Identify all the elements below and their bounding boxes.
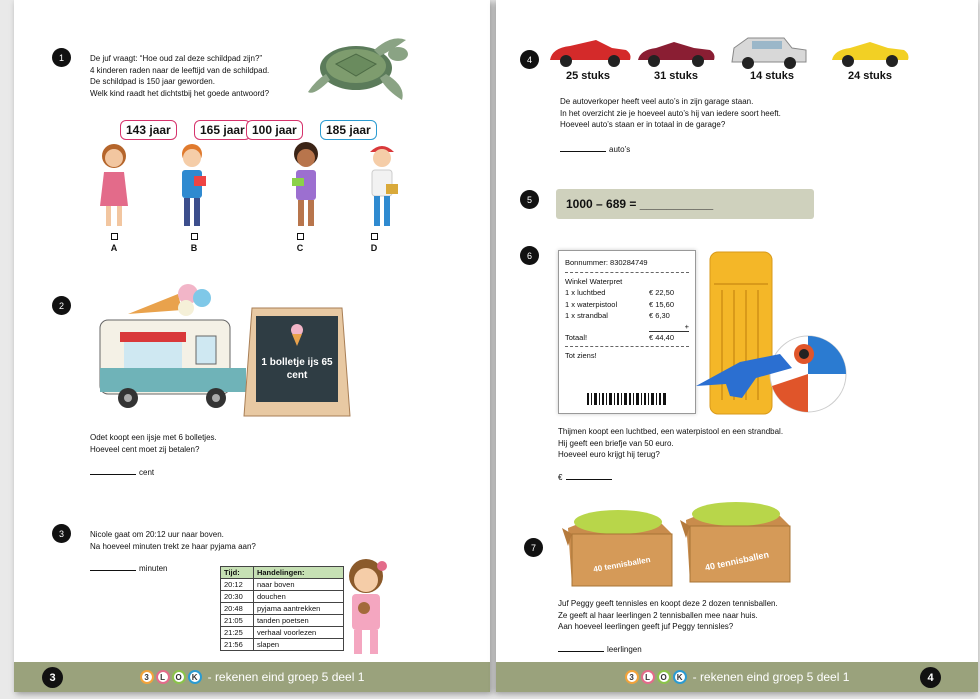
option-label: B (190, 243, 198, 253)
receipt-item-price: € 15,60 (649, 299, 675, 309)
table-cell: verhaal voorlezen (253, 627, 343, 639)
logo-letter: O (657, 670, 671, 684)
receipt-total-value: € 44,40 (649, 332, 675, 342)
answer-prefix: € (558, 473, 563, 482)
logo-letter: L (156, 670, 170, 684)
guess-bubble-c: 100 jaar (246, 120, 303, 140)
left-page (14, 0, 490, 692)
option-d[interactable] (366, 233, 382, 253)
text-line: 4 kinderen raden naar de leeftijd van de schildpad. (90, 65, 270, 75)
table-header-row (221, 567, 344, 579)
receipt-item-name: 1 x waterpistool (565, 299, 618, 309)
text-line: Nicole gaat om 20:12 uur naar boven. (90, 530, 224, 539)
answer-blank[interactable] (560, 144, 606, 152)
option-c[interactable] (292, 233, 308, 253)
answer-unit: auto’s (609, 145, 631, 154)
question-4-text (560, 96, 880, 131)
table-header: Tijd: (221, 567, 254, 579)
table-row (221, 615, 344, 627)
guess-bubble-d: 185 jaar (320, 120, 377, 140)
table-row (221, 591, 344, 603)
table-cell: 21:05 (221, 615, 254, 627)
option-label: A (110, 243, 118, 253)
text-line: Aan hoeveel leerlingen geeft juf Peggy tennisles? (558, 622, 734, 631)
page-number: 3 (42, 667, 63, 688)
checkbox-icon[interactable] (371, 233, 378, 240)
answer-line-3[interactable] (90, 563, 167, 575)
table-header: Handelingen: (253, 567, 343, 579)
table-cell: naar boven (253, 579, 343, 591)
table-cell: douchen (253, 591, 343, 603)
answer-unit: cent (139, 468, 155, 477)
car-count: 14 stuks (749, 70, 795, 82)
text-line: Hoeveel euro krijgt hij terug? (558, 450, 660, 459)
receipt-shop: Winkel Waterpret (565, 276, 623, 286)
answer-line-2[interactable] (90, 467, 154, 479)
footer-title: - rekenen eind groep 5 deel 1 (692, 670, 850, 684)
receipt-item-name: 1 x strandbal (565, 311, 608, 320)
checkbox-icon[interactable] (297, 233, 304, 240)
turtle-illustration (306, 24, 416, 106)
text-line: Hij geeft een briefje van 50 euro. (558, 438, 674, 448)
right-page (496, 0, 978, 692)
question-6-text (558, 426, 878, 461)
receipt-number: Bonnummer: 830284749 (565, 258, 648, 267)
question-number: 5 (520, 190, 539, 209)
question-7-text (558, 598, 878, 633)
slok-logo (140, 670, 202, 684)
answer-unit: minuten (139, 564, 168, 573)
text-line: De autoverkoper heeft veel auto’s in zijn garage staan. (560, 97, 754, 106)
table-cell: 20:48 (221, 603, 254, 615)
question-3-text (90, 529, 350, 552)
footer-title: - rekenen eind groep 5 deel 1 (207, 670, 365, 684)
option-label: D (370, 243, 378, 253)
question-number: 2 (52, 296, 71, 315)
box-label: 40 tennisballen (592, 555, 652, 574)
schedule-table (220, 566, 344, 651)
text-line: Odet koopt een ijsje met 6 bolletjes. (90, 433, 217, 442)
table-cell: slapen (253, 639, 343, 651)
text-line: De schildpad is 150 jaar geworden. (90, 77, 215, 86)
question-2-text (90, 432, 390, 455)
receipt-plus: + (649, 322, 689, 332)
beach-items-illustration (696, 250, 856, 418)
answer-blank[interactable] (90, 467, 136, 475)
question-number: 7 (524, 538, 543, 557)
receipt-total (565, 332, 689, 344)
receipt-footer: Tot ziens! (565, 351, 597, 360)
page-number: 4 (920, 667, 941, 688)
logo-letter: K (673, 670, 687, 684)
logo-letter: O (172, 670, 186, 684)
guess-bubble-b: 165 jaar (194, 120, 251, 140)
text-line: De juf vraagt: “Hoe oud zal deze schildpad zijn?” (90, 54, 263, 63)
text-line: In het overzicht zie je hoeveel auto’s hij van iedere soort heeft. (560, 108, 781, 118)
text-line: Thijmen koopt een luchtbed, een waterpistool en een strandbal. (558, 427, 784, 436)
receipt-item (565, 287, 689, 299)
answer-line-4[interactable] (560, 144, 630, 156)
text-line: Welk kind raadt het dichtstbij het goede antwoord? (90, 88, 270, 98)
logo-letter: K (188, 670, 202, 684)
logo-letter: 3 (625, 670, 639, 684)
text-line: Na hoeveel minuten trekt ze haar pyjama aan? (90, 541, 256, 551)
car-count: 25 stuks (565, 70, 611, 82)
ice-cream-price-sign: 1 bolletje ijs 65 cent (261, 357, 333, 381)
receipt-item-price: € 22,50 (649, 288, 675, 297)
logo-letter: L (641, 670, 655, 684)
cars-illustration (546, 34, 962, 70)
slok-logo (625, 670, 687, 684)
answer-blank[interactable] (558, 644, 604, 652)
car-count: 31 stuks (653, 70, 699, 82)
text-line: Hoeveel cent moet zij betalen? (90, 444, 200, 454)
table-row (221, 639, 344, 651)
page-footer (14, 662, 490, 692)
receipt (558, 250, 696, 414)
answer-unit: leerlingen (607, 645, 642, 654)
receipt-total-label: Totaal! (565, 332, 588, 342)
box-label: 40 tennisballen (704, 549, 770, 573)
logo-letter: 3 (140, 670, 154, 684)
answer-line-7[interactable] (558, 644, 642, 656)
receipt-item-price: € 6,30 (649, 311, 670, 320)
answer-blank[interactable] (90, 563, 136, 571)
ice-cream-truck-illustration (98, 280, 248, 416)
option-a[interactable] (106, 233, 122, 253)
car-count: 24 stuks (847, 70, 893, 82)
table-cell: 21:56 (221, 639, 254, 651)
girl-illustration (338, 556, 394, 656)
question-1-text (90, 53, 310, 99)
table-cell: 20:30 (221, 591, 254, 603)
tennis-boxes-illustration (562, 494, 792, 592)
equation-box[interactable]: 1000 – 689 = ___________ (556, 189, 814, 219)
text-line: Juf Peggy geeft tennisles en koopt deze 2 dozen tennisballen. (558, 599, 778, 608)
question-number: 4 (520, 50, 539, 69)
children-illustration (90, 140, 400, 232)
question-number: 1 (52, 48, 71, 67)
receipt-item (565, 310, 689, 322)
table-cell: tanden poetsen (253, 615, 343, 627)
question-number: 3 (52, 524, 71, 543)
answer-line-6[interactable] (558, 472, 615, 484)
table-row (221, 579, 344, 591)
table-row (221, 603, 344, 615)
table-cell: pyjama aantrekken (253, 603, 343, 615)
checkbox-icon[interactable] (191, 233, 198, 240)
option-label: C (296, 243, 304, 253)
page-footer (496, 662, 978, 692)
checkbox-icon[interactable] (111, 233, 118, 240)
answer-blank[interactable] (566, 472, 612, 480)
option-b[interactable] (186, 233, 202, 253)
receipt-item (565, 299, 689, 311)
table-row (221, 627, 344, 639)
table-cell: 21:25 (221, 627, 254, 639)
receipt-item-name: 1 x luchtbed (565, 288, 606, 297)
text-line: Ze geeft al haar leerlingen 2 tennisballen mee naar huis. (558, 610, 758, 620)
text-line: Hoeveel auto’s staan er in totaal in de garage? (560, 120, 726, 129)
question-number: 6 (520, 246, 539, 265)
barcode-icon (587, 393, 667, 405)
guess-bubble-a: 143 jaar (120, 120, 177, 140)
table-cell: 20:12 (221, 579, 254, 591)
